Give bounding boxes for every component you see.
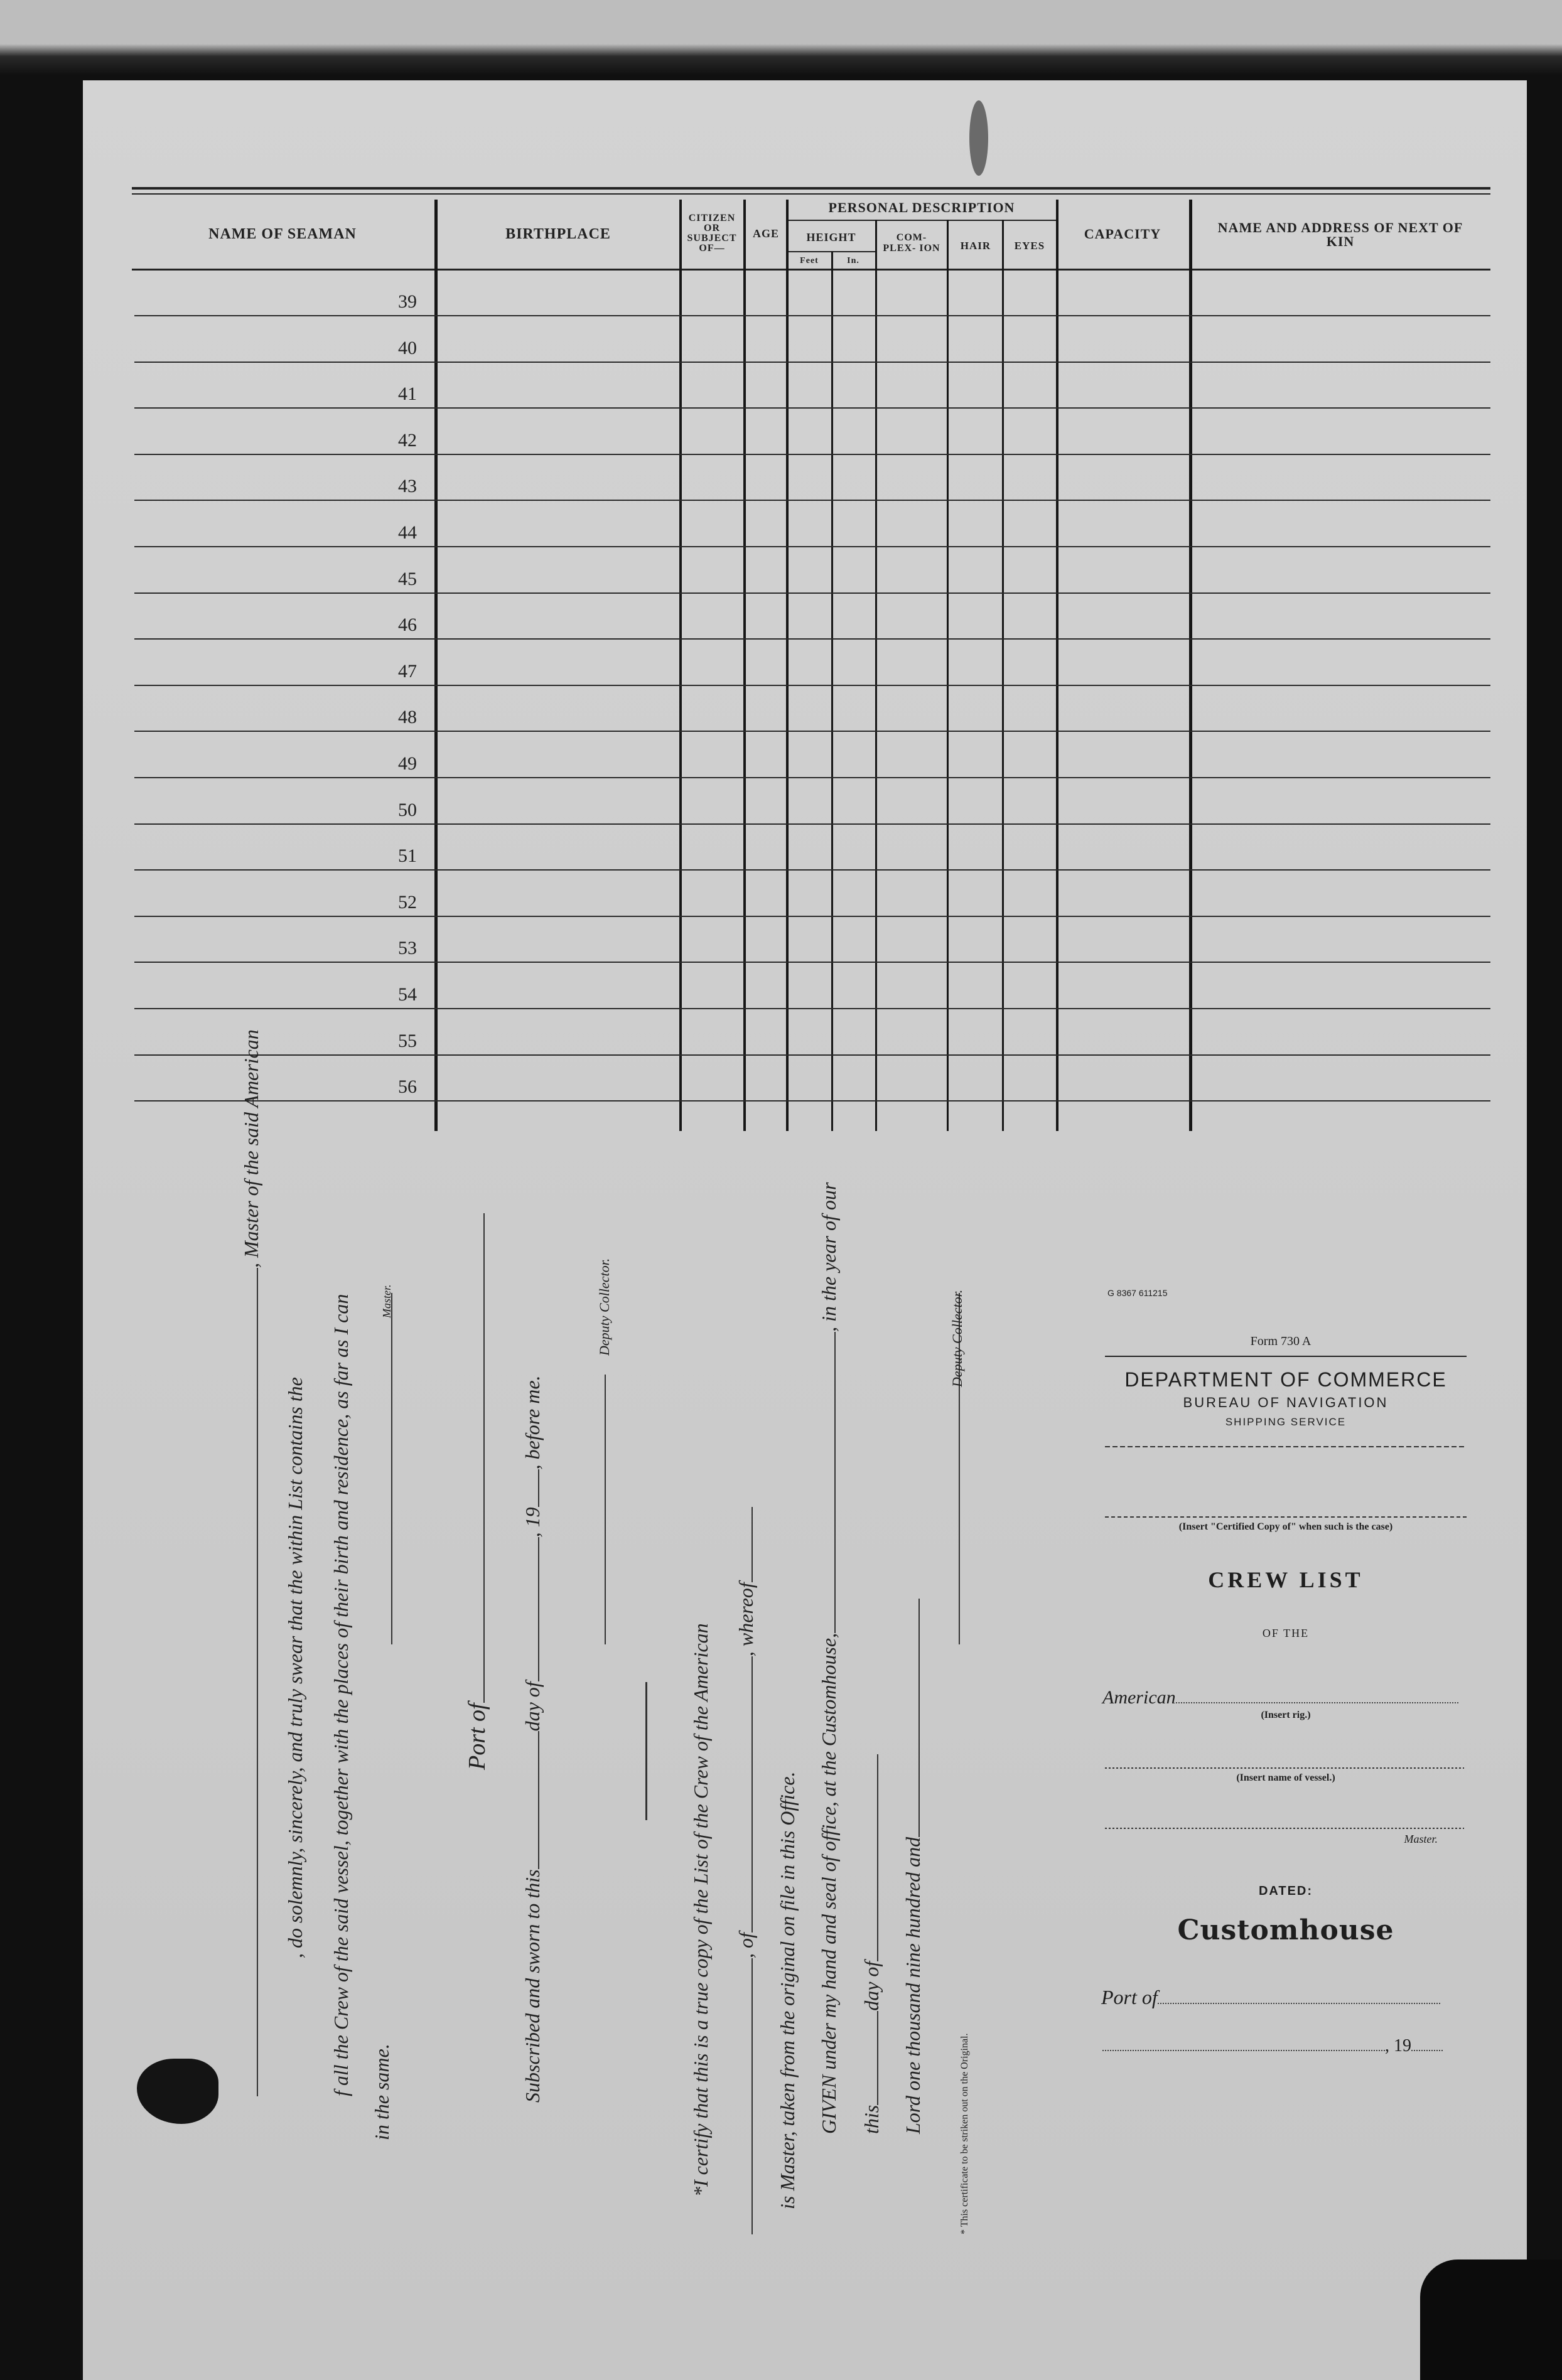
col-line-6 — [875, 220, 877, 1131]
table-row — [134, 869, 1490, 871]
row-number: 56 — [398, 1076, 417, 1098]
vessel-name-line — [1105, 1767, 1464, 1769]
personal-rule — [789, 220, 1057, 221]
header-hair: HAIR — [960, 240, 991, 252]
oath-line-3: f all the Crew of the said vessel, together with the places of their birth and residence, as far as I can — [330, 1294, 352, 2096]
header-complexion: COM- PLEX- ION — [883, 232, 940, 254]
table-top-rule — [132, 187, 1490, 190]
row-number: 41 — [398, 383, 417, 405]
header-capacity: CAPACITY — [1084, 226, 1161, 242]
table-row — [134, 407, 1490, 409]
bureau: BUREAU OF NAVIGATION — [1183, 1395, 1389, 1410]
header-bottom-rule — [132, 269, 1490, 271]
header-height: HEIGHT — [806, 231, 856, 244]
cert-line-3: is Master, taken from the original on file in this Office. — [776, 1771, 799, 2209]
header-feet: Feet — [800, 256, 819, 265]
table-row — [134, 916, 1490, 917]
row-number: 48 — [398, 707, 417, 728]
header-birthplace: BIRTHPLACE — [505, 226, 611, 242]
header-age: AGE — [752, 227, 779, 240]
table-row — [134, 731, 1490, 732]
crew-list-title: CREW LIST — [1208, 1567, 1364, 1592]
header-citizen: CITIZEN OR SUBJECT OF— — [687, 213, 737, 254]
cert-line-1: *I certify that this is a true copy of the List of the Crew of the American — [689, 1623, 712, 2197]
row-number: 49 — [398, 753, 417, 774]
table-row — [134, 362, 1490, 363]
header-next-of-kin: NAME AND ADDRESS OF NEXT OF KIN — [1217, 220, 1463, 249]
col-line-4 — [786, 200, 789, 1131]
department: DEPARTMENT OF COMMERCE — [1124, 1368, 1447, 1391]
insert-vessel-name: (Insert name of vessel.) — [1236, 1772, 1335, 1783]
insert-certified-note: (Insert "Certified Copy of" when such is the case) — [1178, 1521, 1393, 1532]
row-number: 39 — [398, 291, 417, 312]
insert-rig: (Insert rig.) — [1261, 1710, 1311, 1720]
paper-crease — [969, 100, 988, 176]
table-top-rule-2 — [132, 193, 1490, 195]
scan-top-edge — [0, 0, 1562, 75]
oath-port-of: Port of — [463, 1213, 491, 1770]
master-line — [1105, 1828, 1464, 1829]
table-row — [134, 546, 1490, 547]
dated-label: DATED: — [1258, 1884, 1313, 1898]
row-number: 54 — [398, 984, 417, 1005]
col-line-8 — [1002, 220, 1004, 1131]
cover-port-of: Port of — [1101, 1986, 1465, 2009]
table-row — [134, 823, 1490, 825]
col-line-7 — [947, 220, 949, 1131]
row-number: 52 — [398, 891, 417, 913]
header-name-of-seaman: NAME OF SEAMAN — [208, 226, 357, 242]
row-number: 53 — [398, 938, 417, 959]
header-inches: In. — [847, 256, 859, 265]
header-eyes: EYES — [1014, 240, 1045, 252]
customhouse-title: Customhouse — [1177, 1914, 1394, 1946]
row-number: 42 — [398, 429, 417, 451]
table-row — [134, 1100, 1490, 1102]
torn-corner — [1420, 2259, 1562, 2380]
row-number: 47 — [398, 660, 417, 682]
insert-line — [1105, 1516, 1467, 1518]
master-signature-line — [374, 1293, 397, 1644]
row-number: 51 — [398, 845, 417, 867]
oath-line-4: in the same. — [370, 2044, 393, 2140]
cover-master-label: Master. — [1404, 1833, 1438, 1845]
cert-line-4: GIVEN under my hand and seal of office, at the Customhouse,, in the year of our — [817, 1182, 840, 2134]
row-number: 50 — [398, 799, 417, 820]
row-number: 55 — [398, 1030, 417, 1051]
table-row — [134, 777, 1490, 778]
cert-line-2: , of, whereof — [735, 1507, 758, 2234]
row-number: 45 — [398, 568, 417, 589]
cert-line-6: Lord one thousand nine hundred and — [902, 1599, 925, 2134]
table-row — [134, 315, 1490, 316]
col-line-1 — [434, 200, 438, 1131]
table-row — [134, 638, 1490, 640]
crew-list-sheet — [83, 80, 1527, 2380]
row-number: 44 — [398, 522, 417, 543]
subscribed-line: Subscribed and sworn to thisday of, 19, before me. — [521, 1375, 544, 2103]
cover-rule-top — [1105, 1356, 1467, 1357]
print-code: G 8367 611215 — [1107, 1288, 1168, 1298]
form-number: Form 730 A — [1250, 1334, 1312, 1348]
oath-line-2: , do solemnly, sincerely, and truly swear that the within List contains the — [284, 1377, 306, 1958]
col-line-9 — [1056, 200, 1058, 1131]
deputy-signature-line-1 — [588, 1375, 611, 1644]
col-line-2 — [679, 200, 682, 1131]
oath-line-1: , Master of the said American — [240, 1029, 263, 2096]
table-row — [134, 962, 1490, 963]
service: SHIPPING SERVICE — [1225, 1416, 1347, 1428]
row-number: 46 — [398, 614, 417, 636]
cover-date-line: , 19 — [1102, 2036, 1467, 2056]
table-row — [134, 1054, 1490, 1056]
cert-line-5: thisday of — [860, 1754, 883, 2134]
table-row — [134, 500, 1490, 501]
deputy-collector-label-2: Deputy Collector. — [949, 1289, 965, 1387]
of-the: OF THE — [1262, 1627, 1310, 1639]
table-row — [134, 1008, 1490, 1009]
deputy-collector-label-1: Deputy Collector. — [596, 1258, 612, 1356]
table-row — [134, 592, 1490, 594]
cert-footnote: * This certificate to be striken out on the Original. — [959, 2033, 970, 2234]
row-number: 40 — [398, 337, 417, 358]
header-personal-description: PERSONAL DESCRIPTION — [828, 200, 1015, 215]
section-divider — [645, 1682, 647, 1820]
master-label: Master. — [380, 1284, 393, 1318]
row-number: 43 — [398, 476, 417, 497]
american-line: American — [1102, 1687, 1467, 1708]
table-row — [134, 454, 1490, 455]
table-row — [134, 685, 1490, 686]
col-line-3 — [743, 200, 746, 1131]
cover-rule-dashed — [1105, 1446, 1467, 1447]
col-line-5 — [831, 251, 833, 1131]
col-line-10 — [1189, 200, 1192, 1131]
